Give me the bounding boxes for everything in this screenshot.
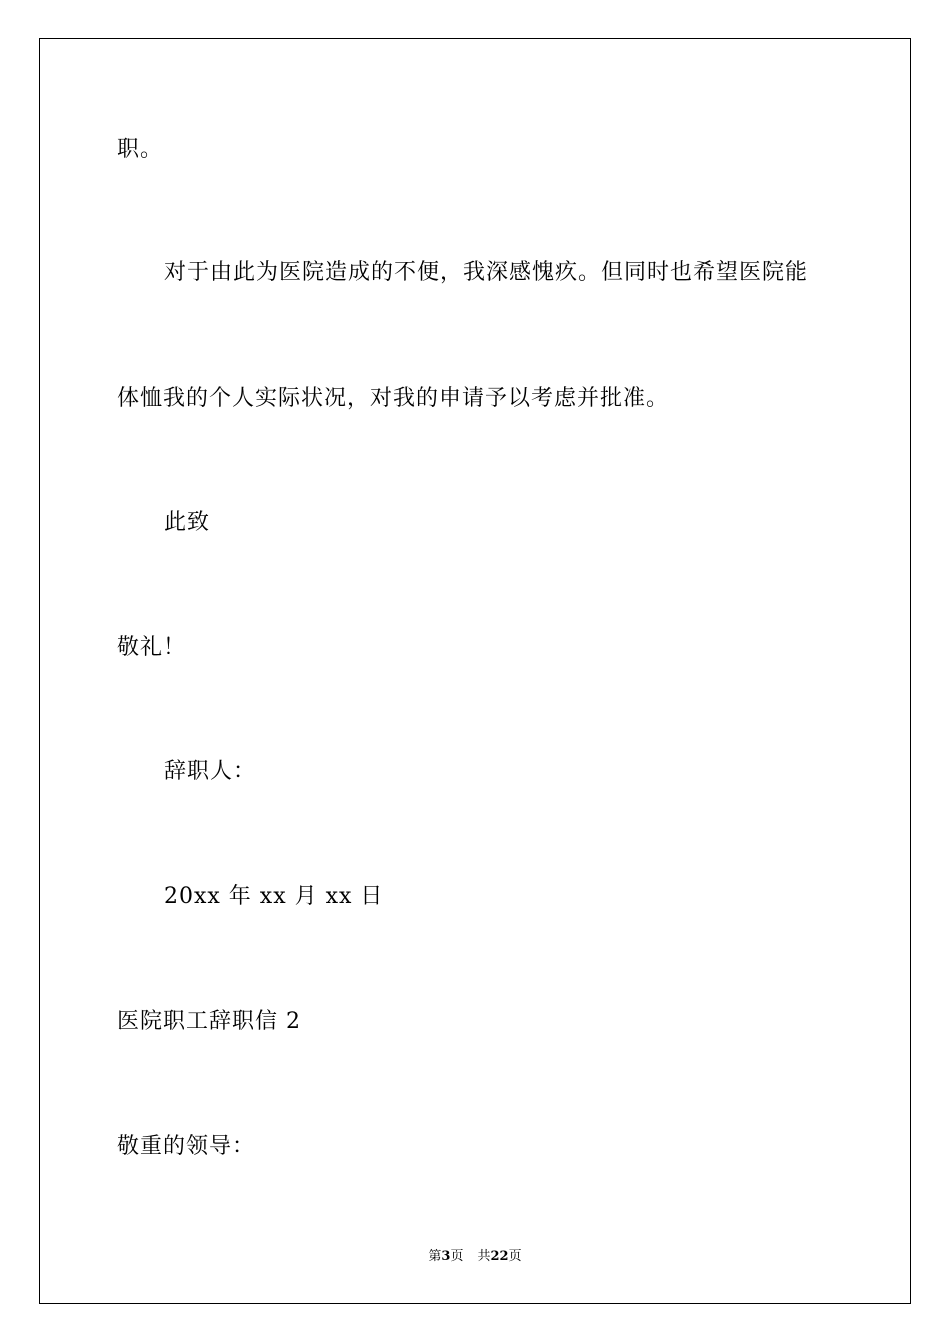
page-footer [0,1248,950,1266]
closing-salutation: 此致 [164,510,211,535]
footer-page-number: 3 [441,1249,451,1264]
section-title: 医院职工辞职信 2 [117,1009,301,1034]
signatory-label: 辞职人： [164,759,257,784]
date-line: 20xx 年 xx 月 xx 日 [164,884,384,909]
footer-total-prefix: 共 [477,1249,491,1264]
text-line-2: 对于由此为医院造成的不便，我深感愧疚。但同时也希望医院能 [164,260,809,285]
footer-total-suffix: 页 [508,1249,522,1264]
text-line-1: 职。 [117,137,164,162]
footer-page-suffix: 页 [450,1249,464,1264]
footer-total-pages: 22 [490,1249,509,1264]
text-line-3: 体恤我的个人实际状况，对我的申请予以考虑并批准。 [117,386,670,411]
closing-regards: 敬礼！ [117,635,187,660]
footer-page-prefix: 第 [428,1249,442,1264]
page-border [39,38,911,1304]
greeting-line: 敬重的领导： [117,1134,256,1159]
